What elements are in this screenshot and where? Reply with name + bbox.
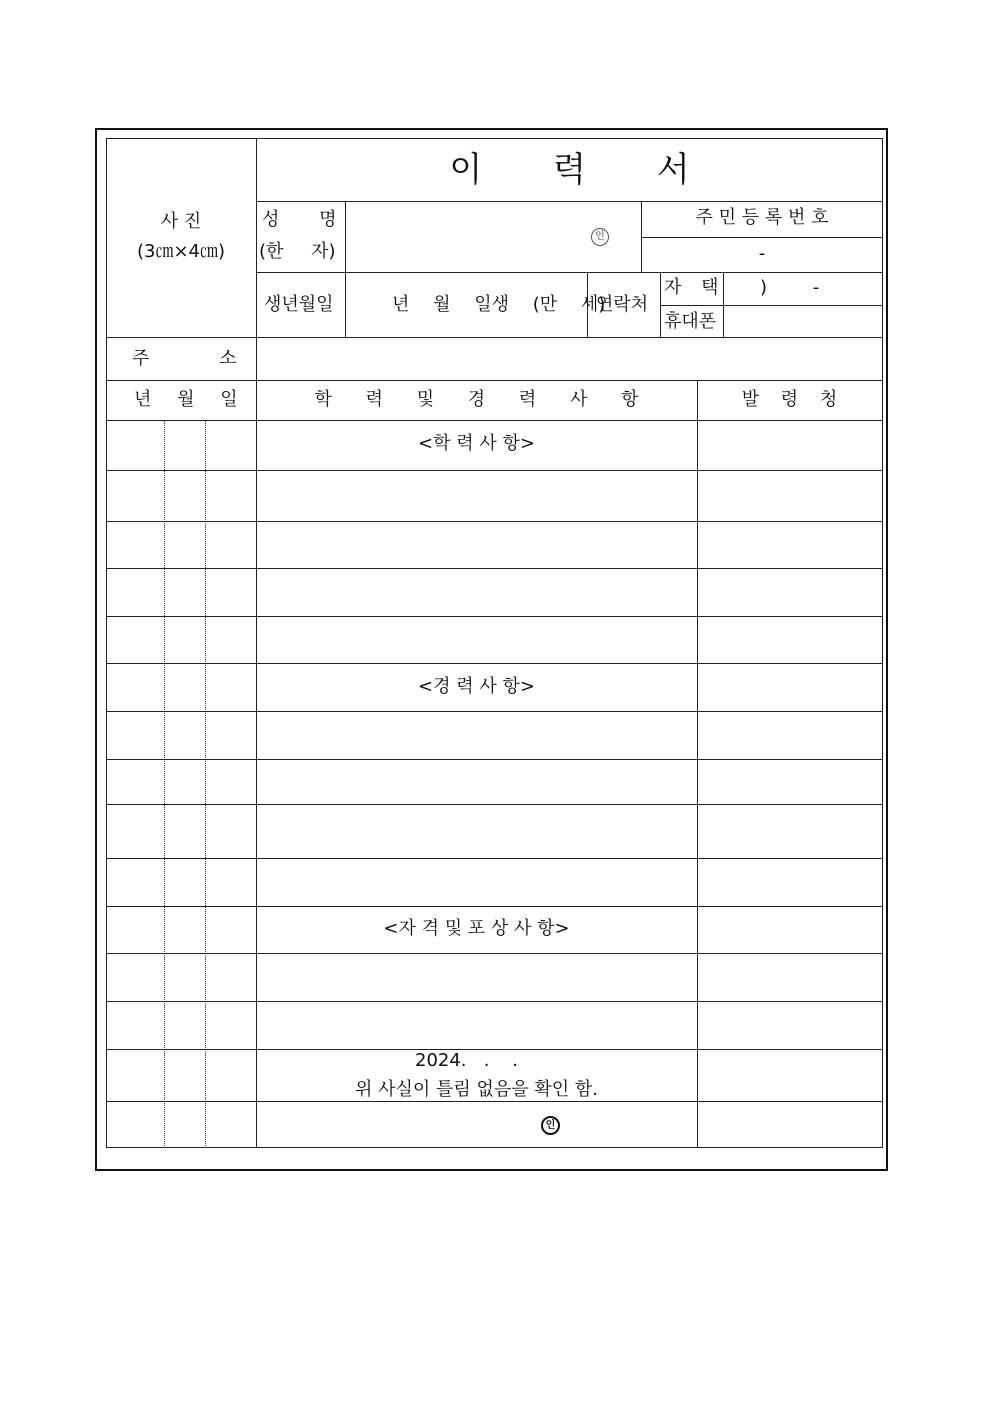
rrn-row-divider xyxy=(641,237,883,238)
photo-size-note: (3㎝×4㎝) xyxy=(136,241,226,262)
history-row-divider xyxy=(106,1101,883,1102)
history-row-divider xyxy=(106,1001,883,1002)
confirmation-statement: 위 사실이 틀림 없음을 확인 함. xyxy=(355,1079,598,1100)
history-row-divider xyxy=(106,616,883,617)
signature-date[interactable]: 2024. . . xyxy=(415,1050,519,1071)
year-month-dotted-divider xyxy=(164,420,165,1148)
awards-section-label: <자 격 및 포 상 사 항> xyxy=(383,918,570,939)
issuer-column-divider xyxy=(697,380,698,1148)
address-label: 주 소 xyxy=(132,348,237,369)
signature-seal-icon: 인 xyxy=(541,1116,560,1135)
page-title: 이 력 서 xyxy=(449,150,690,190)
table-left-border xyxy=(106,138,107,1148)
education-section-label: <학 력 사 항> xyxy=(418,433,535,454)
history-row-divider xyxy=(106,521,883,522)
history-row-divider xyxy=(106,953,883,954)
phone-label-divider xyxy=(723,272,724,338)
history-row-divider xyxy=(106,804,883,805)
rrn-value[interactable]: - xyxy=(758,243,766,264)
column-header-divider xyxy=(106,420,883,421)
table-bottom-border xyxy=(106,1147,883,1148)
birth-row-divider xyxy=(106,337,883,338)
title-row-divider xyxy=(256,201,883,202)
photo-label: 사 진 xyxy=(160,211,202,232)
contact-label-divider xyxy=(660,272,661,338)
name-row-divider xyxy=(256,272,883,273)
date-column-header: 년 월 일 xyxy=(134,389,238,410)
rrn-label: 주 민 등 록 번 호 xyxy=(695,207,829,228)
hanja-label: (한 자) xyxy=(259,241,336,262)
history-column-header: 학 력 및 경 력 사 항 xyxy=(314,389,639,410)
career-section-label: <경 력 사 항> xyxy=(418,676,535,697)
table-right-border xyxy=(882,138,883,1148)
birth-label: 생년월일 xyxy=(264,294,334,315)
history-row-divider xyxy=(106,663,883,664)
table-top-border xyxy=(106,138,883,139)
phone-row-divider xyxy=(660,305,883,306)
photo-column-divider xyxy=(256,138,257,1148)
contact-label: 연락처 xyxy=(596,294,649,315)
home-phone-label: 자 택 xyxy=(664,277,719,298)
month-day-dotted-divider xyxy=(205,420,206,1148)
history-row-divider xyxy=(106,858,883,859)
name-seal-icon: 인 xyxy=(591,228,609,246)
mobile-phone-label: 휴대폰 xyxy=(664,311,717,332)
history-row-divider xyxy=(106,759,883,760)
home-phone-value[interactable]: ) - xyxy=(760,277,820,298)
name-label: 성 명 xyxy=(262,209,337,230)
history-row-divider xyxy=(106,568,883,569)
history-row-divider xyxy=(106,711,883,712)
label-column-divider xyxy=(345,201,346,338)
issuer-column-header: 발 령 청 xyxy=(741,389,838,410)
birth-value[interactable]: 년 월 일생 (만 세) xyxy=(392,294,606,315)
history-row-divider xyxy=(106,906,883,907)
address-row-divider xyxy=(106,380,883,381)
history-row-divider xyxy=(106,470,883,471)
